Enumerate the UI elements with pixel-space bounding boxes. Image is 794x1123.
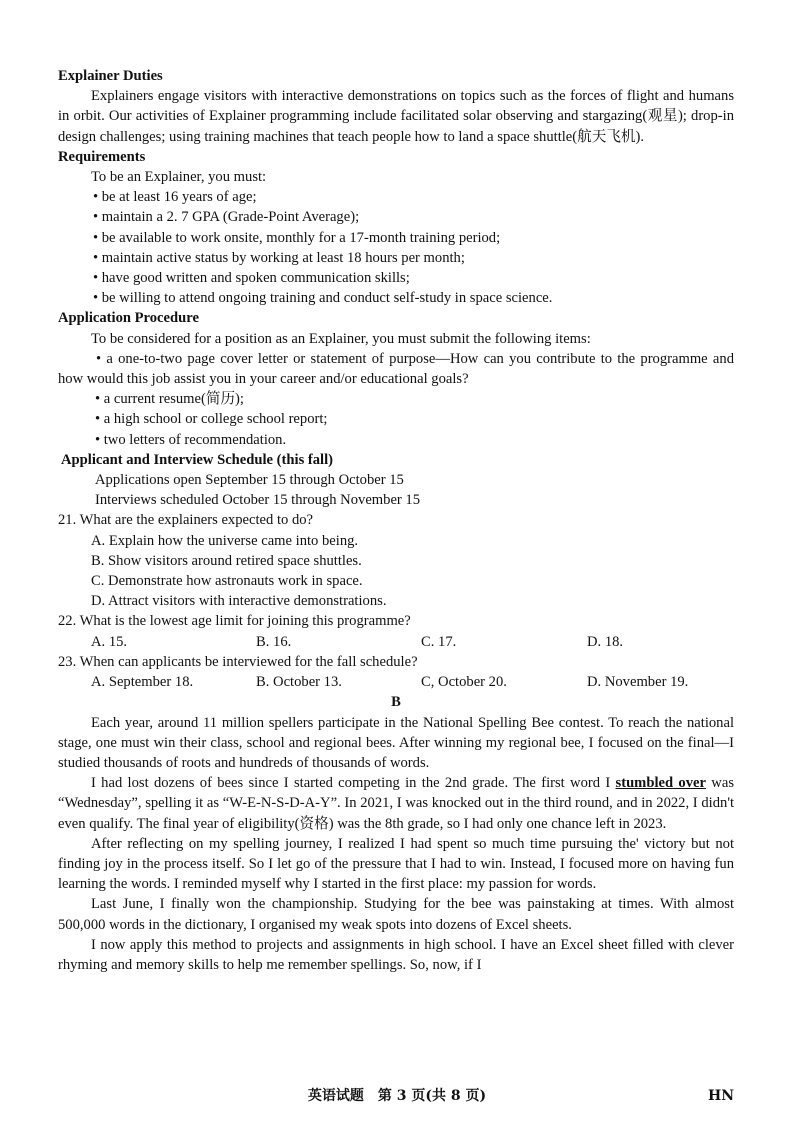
schedule-heading: Applicant and Interview Schedule (this fall) [61,451,334,468]
question-22-options [58,632,734,652]
procedure-intro: To be considered for a position as an Explainer, you must submit the following items: [91,330,591,347]
requirement-item: • maintain active status by working at least 18 hours per month; [93,249,465,266]
passage-b-paragraph: Each year, around 11 million spellers participate in the National Spelling Bee contest. To reach the national stage, one must win their class, school and regional bees. After winning my regional bee, I focused on the final—I studied thousands of roots and hundreds of thousands of words. [58,714,734,771]
procedure-item: • a current resume(简历); [95,391,244,408]
duties-text: Explainers engage visitors with interactive demonstrations on topics such as the forces of flight and humans in orbit. Our activities of Explainer programming include facilitated solar observing and stargazing(观星); drop-in design challenges; using training machines that teach people how to land a space shuttle(航天飞机). [58,88,734,145]
passage-b-paragraph: Last June, I finally won the championship. Studying for the bee was painstaking at times. With almost 500,000 words in the dictionary, I organised my weak spots into dozens of Excel sheets. [58,896,734,933]
question-22-option-b: B. 16. [256,633,292,650]
question-21-option-d: D. Attract visitors with interactive demonstrations. [91,593,387,610]
requirement-item: • be at least 16 years of age; [93,189,257,206]
exam-page [58,66,734,975]
question-23-options [58,672,734,692]
question-21-option-c: C. Demonstrate how astronauts work in space. [91,573,363,590]
footer-page-number: 英语试题 第 3 页(共 8 页) [307,1088,487,1104]
requirement-item: • maintain a 2. 7 GPA (Grade-Point Average); [93,209,360,226]
question-23-option-a: A. September 18. [91,674,194,691]
question-21-option-a: A. Explain how the universe came into being. [91,532,359,549]
requirement-item: • be available to work onsite, monthly for a 17-month training period; [93,229,501,246]
procedure-item: • a high school or college school report; [95,411,328,428]
question-23-option-c: C, October 20. [421,674,507,691]
requirement-item: • be willing to attend ongoing training and conduct self-study in space science. [93,290,553,307]
text-run: I had lost dozens of bees since I started competing in the 2nd grade. The first word I [91,775,616,792]
passage-b-paragraph: I now apply this method to projects and assignments in high school. I have an Excel sheet filled with clever rhyming and memory skills to help me remember spellings. So, now, if I [58,936,734,973]
duties-heading: Explainer Duties [58,68,163,84]
requirement-item: • have good written and spoken communication skills; [93,270,410,287]
schedule-line: Interviews scheduled October 15 through November 15 [95,492,421,509]
question-22-option-a: A. 15. [91,633,128,650]
passage-b-paragraph: After reflecting on my spelling journey, I realized I had spent so much time pursuing the' victory but not finding joy in the process itself. So I let go of the pressure that I had to win. Instead, I focused more on having fun learning the words. I reminded myself why I started in the first place: my passion for words. [58,835,734,893]
requirements-intro: To be an Explainer, you must: [91,169,267,186]
question-22-stem: 22. What is the lowest age limit for joining this programme? [58,613,411,630]
schedule-line: Applications open September 15 through October 15 [95,472,404,489]
question-21-stem: 21. What are the explainers expected to do? [58,512,314,529]
passage-b-label: B [391,694,401,711]
procedure-item: • two letters of recommendation. [95,431,287,448]
question-22-option-c: C. 17. [421,633,457,650]
question-22-option-d: D. 18. [587,633,624,650]
question-21-option-b: B. Show visitors around retired space shuttles. [91,552,362,569]
footer-code: HN [708,1088,735,1104]
question-23-option-d: D. November 19. [587,674,689,691]
passage-b-paragraph [58,773,734,834]
question-23-stem: 23. When can applicants be interviewed for the fall schedule? [58,653,418,670]
requirements-heading: Requirements [58,148,146,165]
underlined-phrase: stumbled over [615,775,706,792]
procedure-heading: Application Procedure [58,310,199,327]
text-run: was “Wednesday”, spelling it as “W-E-N-S-D-A-Y”. In 2021, I was knocked out in the third round, and in 2022, I didn't even qualify. The final year of eligibility(资格) was the 8th grade, so I had only one chance left in 2023. [58,775,734,832]
question-23-option-b: B. October 13. [256,674,342,691]
procedure-item-cover-letter: • a one-to-two page cover letter or statement of purpose—How can you contribute to the programme and how would this job assist you in your career and/or educational goals? [58,350,734,388]
